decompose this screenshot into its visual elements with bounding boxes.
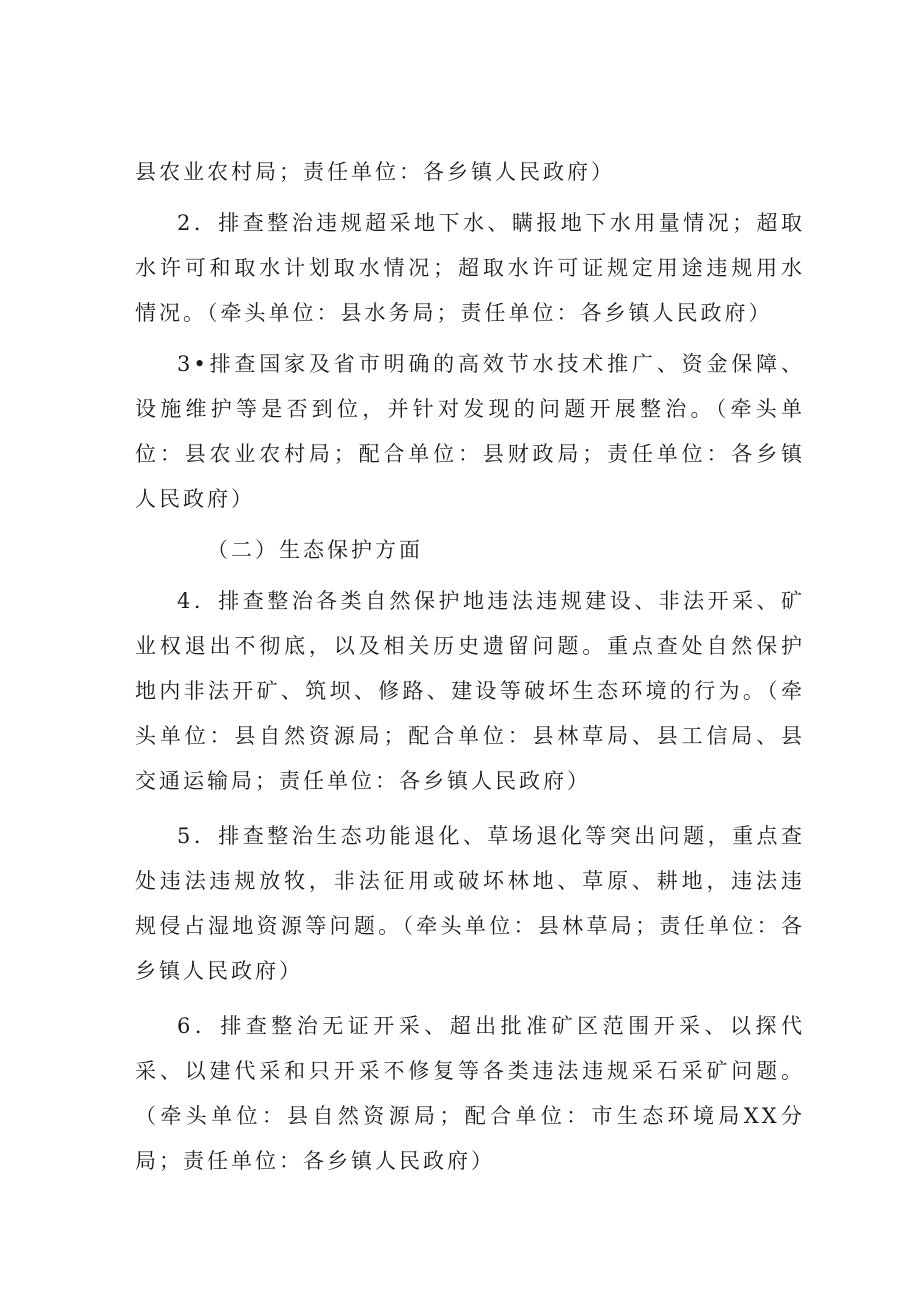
paragraph-item-5: 5．排查整治生态功能退化、草场退化等突出问题，重点查处违法违规放牧，非法征用或破坏林地、草原、耕地，违法违规侵占湿地资源等问题。（牵头单位：县林草局；责任单位：各乡镇人民政府）: [135, 824, 805, 983]
section-heading-ecology: （二）生态保护方面: [207, 538, 423, 562]
paragraph-item-2: 2．排查整治违规超采地下水、瞒报地下水用量情况；超取水许可和取水计划取水情况；超取水许可证规定用途违规用水情况。（牵头单位：县水务局；责任单位：各乡镇人民政府）: [135, 211, 805, 325]
paragraph-item-6: 6．排查整治无证开采、超出批准矿区范围开采、以探代采、以建代采和只开采不修复等各类违法违规采石采矿问题。（牵头单位：县自然资源局；配合单位：市生态环境局XX分局；责任单位：各乡镇人民政府）: [135, 1014, 805, 1173]
document-body: [135, 150, 805, 1184]
paragraph-item-3: 3•排查国家及省市明确的高效节水技术推广、资金保障、设施维护等是否到位，并针对发现的问题开展整治。（牵头单位：县农业农村局；配合单位：县财政局；责任单位：各乡镇人民政府）: [135, 352, 805, 511]
paragraph-item-4: 4．排查整治各类自然保护地违法违规建设、非法开采、矿业权退出不彻底，以及相关历史遗留问题。重点查处自然保护地内非法开矿、筑坝、修路、建设等破坏生态环境的行为。（牵头单位：县自然资源局；配合单位：县林草局、县工信局、县交通运输局；责任单位：各乡镇人民政府）: [135, 589, 805, 793]
paragraph-continuation: 县农业农村局；责任单位：各乡镇人民政府）: [135, 160, 615, 184]
